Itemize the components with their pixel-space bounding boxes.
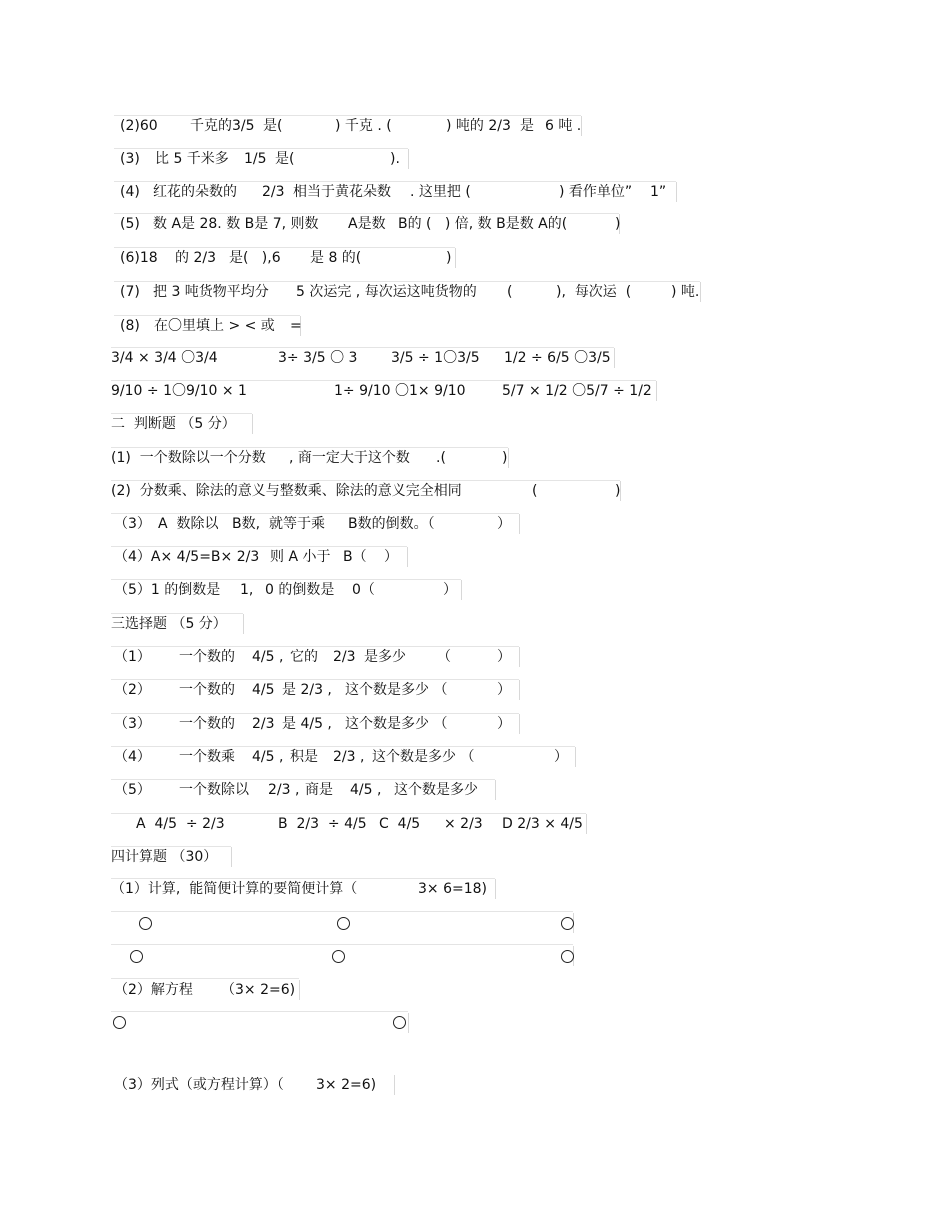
question-text: 是多少 [364, 649, 406, 665]
question-text: (7) [120, 284, 140, 300]
question-text: 千克的 [190, 118, 232, 134]
question-text: 一个数的 [179, 649, 235, 665]
question-text: 把 3 吨货物平均分 [153, 284, 269, 300]
question-text: （2）解方程 [114, 982, 193, 998]
question-text: D 2/3 × 4/5 [502, 816, 583, 832]
question-text: (2) 分数乘、除法的意义与整数乘、除法的意义完全相同 [111, 483, 462, 499]
question-text: 3/5 [232, 118, 255, 134]
question-text: （1）计算, 能简便计算的要简便计算（ [111, 881, 358, 897]
question-text: 数 A是 28. 数 B是 7, 则数 [153, 216, 319, 232]
question-text: 3/4 × 3/4 〇3/4 [111, 350, 218, 366]
question-text: ) [615, 483, 621, 499]
question-text: 5/7 × 1/2 〇5/7 ÷ 1/2 [502, 383, 652, 399]
line-end-marker [656, 381, 657, 401]
question-text: 在〇里填上 > < 或 [154, 318, 275, 334]
answer-circle-icon [332, 950, 345, 963]
question-text: B数, 就等于乘 [232, 516, 325, 532]
question-text: ） [443, 582, 457, 598]
answer-circle-icon [561, 950, 574, 963]
underline-rule [111, 1011, 408, 1012]
question-text: C 4/5 [379, 816, 421, 832]
question-text: ） [497, 649, 511, 665]
question-text: 6 吨 . [545, 118, 582, 134]
question-text: × 2/3 [444, 816, 483, 832]
question-text: ( [507, 284, 513, 300]
question-text: ） [497, 516, 511, 532]
line-end-marker [519, 680, 520, 700]
question-text: 是 4/5 , [282, 716, 332, 732]
question-text: 的 2/3 [175, 250, 216, 266]
question-text: 是 [520, 118, 534, 134]
question-text: （5） [114, 782, 151, 798]
question-text: 一个数除以 [179, 782, 249, 798]
question-text: 2/3 , [333, 749, 365, 765]
question-text: 红花的朵数的 [153, 184, 237, 200]
question-text: 是 2/3 , [282, 682, 332, 698]
question-text: 二 判断题 （5 分） [111, 416, 236, 432]
question-text: 一个数的 [179, 682, 235, 698]
question-text: 则 A 小于 [270, 549, 331, 565]
question-text: （3） [114, 716, 151, 732]
question-text: 2/3 [252, 716, 275, 732]
question-text: 4/5 [252, 682, 275, 698]
question-text: （4） [114, 749, 151, 765]
question-text: ） [497, 716, 511, 732]
question-text: (1) 一个数除以一个分数 [111, 450, 266, 466]
question-text: (8) [120, 318, 140, 334]
line-end-marker [586, 814, 587, 834]
question-text: ） [497, 682, 511, 698]
underline-rule [111, 911, 573, 912]
question-text: ). [390, 151, 400, 167]
underline-rule [111, 978, 299, 979]
question-text: 3/5 ÷ 1〇3/5 [391, 350, 480, 366]
answer-circle-icon [337, 917, 350, 930]
question-text: 1/2 ÷ 6/5 〇3/5 [504, 350, 611, 366]
question-text: 4/5 , [350, 782, 382, 798]
question-text: （1） [114, 649, 151, 665]
question-text: 0（ [352, 582, 375, 598]
question-text: (3) [120, 151, 140, 167]
line-end-marker [408, 1013, 409, 1033]
question-text: 4/5 , [252, 649, 284, 665]
question-text: （4）A× 4/5=B× 2/3 [114, 549, 260, 565]
underline-rule [114, 247, 455, 248]
question-text: A 4/5 ÷ 2/3 [136, 816, 225, 832]
question-text: (6)18 [120, 250, 158, 266]
question-text: 4/5 , [252, 749, 284, 765]
question-text: 3× 6=18) [418, 881, 488, 897]
question-text: （5）1 的倒数是 [114, 582, 221, 598]
question-text: 1, [240, 582, 254, 598]
question-text: ), 每次运 ( [556, 284, 632, 300]
line-end-marker [407, 547, 408, 567]
line-end-marker [243, 614, 244, 634]
question-text: B的 ( ) 倍, 数 B是数 A的( [398, 216, 568, 232]
question-text: ） [384, 549, 398, 565]
question-text: 0 的倒数是 [265, 582, 335, 598]
question-text: 是( [263, 118, 283, 134]
question-text: 3÷ 3/5 〇 3 [278, 350, 358, 366]
question-text: 积是 [290, 749, 318, 765]
line-end-marker [231, 847, 232, 867]
question-text: 2/3 , [268, 782, 300, 798]
question-text: B数的倒数。（ [348, 516, 435, 532]
line-end-marker [495, 780, 496, 800]
answer-circle-icon [393, 1016, 406, 1029]
question-text: . 这里把 ( [410, 184, 471, 200]
line-end-marker [394, 1075, 395, 1095]
question-text: 1÷ 9/10 〇1× 9/10 [334, 383, 466, 399]
question-text: 2/3 [333, 649, 356, 665]
question-text: 是( ),6 [229, 250, 281, 266]
question-text: 比 5 千米多 [155, 151, 229, 167]
underline-rule [111, 944, 573, 945]
question-text: ） [554, 749, 568, 765]
question-text: 5 次运完 , 每次运这吨货物的 [296, 284, 477, 300]
line-end-marker [519, 714, 520, 734]
question-text: 这个数是多少 （ [345, 716, 448, 732]
question-text: (5) [120, 216, 140, 232]
question-text: 这个数是多少 [394, 782, 478, 798]
question-text: 2/3 [262, 184, 285, 200]
line-end-marker [455, 248, 456, 268]
question-text: 1/5 [244, 151, 267, 167]
line-end-marker [252, 414, 253, 434]
answer-circle-icon [139, 917, 152, 930]
question-text: ) 吨. [671, 284, 700, 300]
question-text: 这个数是多少 （ [372, 749, 475, 765]
line-end-marker [299, 980, 300, 1000]
question-text: 四计算题 （30） [111, 849, 218, 865]
question-text: 相当于黄花朵数 [293, 184, 391, 200]
question-text: = [290, 318, 302, 334]
answer-circle-icon [130, 950, 143, 963]
question-text: 是 8 的( [310, 250, 362, 266]
question-text: ) [446, 250, 452, 266]
question-text: ) 吨的 2/3 [446, 118, 511, 134]
question-text: （ [437, 649, 451, 665]
question-text: 3× 2=6) [316, 1077, 377, 1093]
answer-circle-icon [561, 917, 574, 930]
line-end-marker [461, 580, 462, 600]
question-text: A是数 [348, 216, 386, 232]
question-text: （3）列式（或方程计算）（ [114, 1077, 284, 1093]
question-text: , 商一定大于这个数 [289, 450, 410, 466]
question-text: 一个数的 [179, 716, 235, 732]
question-text: (4) [120, 184, 140, 200]
question-text: ) 看作单位” [559, 184, 633, 200]
question-text: （2） [114, 682, 151, 698]
question-text: 三选择题 （5 分） [111, 616, 227, 632]
question-text: ) [502, 450, 508, 466]
question-text: A 数除以 [158, 516, 219, 532]
question-text: B（ [343, 549, 367, 565]
question-text: (2)60 [120, 118, 158, 134]
line-end-marker [495, 879, 496, 899]
question-text: B 2/3 ÷ 4/5 [278, 816, 367, 832]
question-text: （3） [114, 516, 151, 532]
question-text: ) 千克 . ( [335, 118, 392, 134]
question-text: 商是 [305, 782, 333, 798]
line-end-marker [519, 647, 520, 667]
question-text: 1” [650, 184, 667, 200]
line-end-marker [508, 448, 509, 468]
question-text: 它的 [290, 649, 318, 665]
question-text: 一个数乘 [179, 749, 235, 765]
line-end-marker [700, 282, 701, 302]
line-end-marker [408, 149, 409, 169]
question-text: 这个数是多少 （ [345, 682, 448, 698]
line-end-marker [575, 747, 576, 767]
question-text: ( [532, 483, 538, 499]
line-end-marker [519, 514, 520, 534]
question-text: .( [436, 450, 446, 466]
line-end-marker [676, 182, 677, 202]
line-end-marker [614, 348, 615, 368]
question-text: （3× 2=6) [221, 982, 296, 998]
answer-circle-icon [113, 1016, 126, 1029]
question-text: 9/10 ÷ 1〇9/10 × 1 [111, 383, 247, 399]
question-text: 是( [275, 151, 295, 167]
question-text: ) [615, 216, 621, 232]
